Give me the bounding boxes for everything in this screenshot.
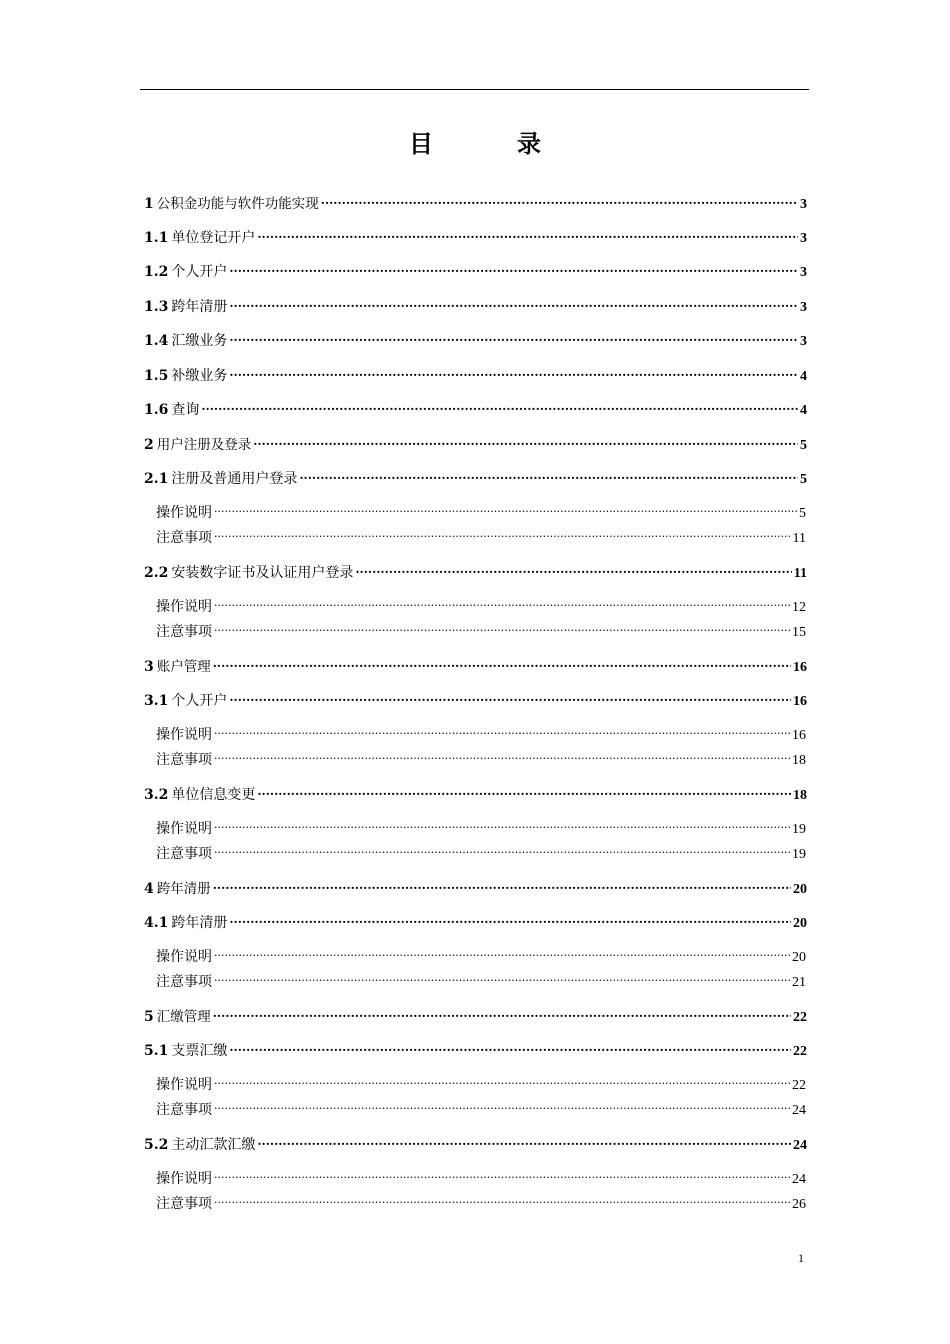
toc-entry-page: 24	[793, 1138, 807, 1153]
toc-entry[interactable]	[156, 838, 806, 862]
toc-entry-page: 21	[792, 975, 806, 990]
toc-dot-leader	[257, 1129, 791, 1149]
toc-entry-page: 19	[792, 822, 806, 837]
toc-entry-label: 注意事项	[156, 1102, 212, 1118]
toc-entry-label: 支票汇缴	[171, 1043, 228, 1059]
toc-entry[interactable]	[156, 1094, 806, 1118]
toc-entry-label: 账户管理	[156, 659, 211, 675]
toc-entry-label: 主动汇款汇缴	[171, 1137, 256, 1153]
toc-entry-page: 20	[793, 916, 807, 931]
toc-dot-leader	[213, 873, 791, 893]
toc-dot-leader	[214, 522, 791, 542]
toc-entry-page: 3	[800, 334, 807, 349]
toc-entry-page: 11	[793, 566, 807, 581]
toc-entry-label: 注册及普通用户登录	[171, 471, 298, 487]
toc-dot-leader	[257, 779, 791, 799]
toc-entry-page: 5	[799, 506, 806, 521]
toc-entry-page: 22	[792, 1078, 806, 1093]
toc-entry-label: 注意事项	[156, 846, 212, 862]
toc-entry[interactable]	[144, 1001, 807, 1025]
toc-entry-label: 公积金功能与软件功能实现	[156, 196, 319, 212]
toc-entry-number: 3.2	[144, 787, 169, 803]
toc-entry[interactable]	[144, 1035, 807, 1059]
toc-entry-number: 1.3	[144, 299, 169, 315]
toc-entry[interactable]	[156, 1069, 806, 1093]
toc-entry-page: 3	[800, 197, 807, 212]
toc-dot-leader	[214, 813, 790, 833]
toc-entry-label: 操作说明	[156, 1171, 212, 1187]
toc-entry[interactable]	[156, 719, 806, 743]
toc-entry-label: 安装数字证书及认证用户登录	[171, 565, 354, 581]
toc-entry-number: 1.1	[144, 230, 169, 246]
toc-entry[interactable]	[144, 325, 807, 349]
toc-title: 目 录	[409, 129, 571, 158]
toc-entry[interactable]	[156, 813, 806, 837]
toc-entry-label: 操作说明	[156, 821, 212, 837]
toc-entry-page: 5	[800, 438, 807, 453]
toc-entry-number: 5	[144, 1009, 154, 1025]
toc-entry[interactable]	[144, 873, 807, 897]
toc-entry[interactable]	[156, 1188, 806, 1212]
toc-dot-leader	[214, 591, 790, 611]
toc-entry-page: 12	[792, 600, 806, 615]
toc-entry-number: 1.2	[144, 264, 169, 280]
toc-entry[interactable]	[156, 616, 806, 640]
toc-entry-label: 用户注册及登录	[156, 437, 252, 453]
toc-entry-label: 查询	[171, 402, 200, 418]
toc-entry-page: 16	[792, 728, 806, 743]
toc-dot-leader	[253, 429, 798, 449]
toc-dot-leader	[229, 907, 791, 927]
toc-dot-leader	[214, 744, 790, 764]
toc-entry[interactable]	[156, 744, 806, 768]
toc-entry[interactable]	[144, 907, 807, 931]
toc-entry-label: 操作说明	[156, 505, 212, 521]
toc-entry-number: 2.1	[144, 471, 169, 487]
toc-entry[interactable]	[156, 966, 806, 990]
toc-entry-number: 2	[144, 437, 154, 453]
toc-dot-leader	[321, 188, 798, 208]
toc-entry-label: 注意事项	[156, 624, 212, 640]
toc-entry[interactable]	[144, 685, 807, 709]
toc-entry-page: 3	[800, 265, 807, 280]
toc-entry[interactable]	[144, 360, 807, 384]
toc-dot-leader	[213, 1001, 791, 1021]
page-number: 1	[798, 1251, 804, 1265]
toc-entry-label: 跨年清册	[156, 881, 211, 897]
toc-entry-number: 5.1	[144, 1043, 169, 1059]
toc-entry[interactable]	[144, 779, 807, 803]
toc-entry-number: 3.1	[144, 693, 169, 709]
toc-entry-page: 3	[800, 300, 807, 315]
toc-entry[interactable]	[156, 941, 806, 965]
toc-dot-leader	[229, 325, 798, 345]
toc-entry-page: 19	[792, 847, 806, 862]
toc-entry-page: 16	[793, 660, 807, 675]
toc-entry[interactable]	[144, 557, 807, 581]
toc-entry-label: 单位信息变更	[171, 787, 256, 803]
toc-entry[interactable]	[144, 394, 807, 418]
toc-dot-leader	[214, 497, 797, 517]
toc-dot-leader	[229, 291, 798, 311]
toc-entry-label: 汇缴业务	[171, 333, 228, 349]
toc-entry-label: 跨年清册	[171, 915, 228, 931]
toc-dot-leader	[214, 1094, 790, 1114]
toc-entry-label: 补缴业务	[171, 368, 228, 384]
toc-entry[interactable]	[144, 651, 807, 675]
toc-entry[interactable]	[156, 497, 806, 521]
toc-entry-page: 24	[792, 1172, 806, 1187]
toc-entry-label: 跨年清册	[171, 299, 228, 315]
toc-entry[interactable]	[144, 188, 807, 212]
toc-entry-page: 16	[793, 694, 807, 709]
toc-dot-leader	[214, 719, 790, 739]
toc-dot-leader	[229, 360, 798, 380]
toc-entry-page: 5	[800, 472, 807, 487]
toc-dot-leader	[299, 463, 798, 483]
toc-entry-number: 1.4	[144, 333, 169, 349]
toc-dot-leader	[214, 838, 790, 858]
toc-entry-page: 18	[793, 788, 807, 803]
toc-entry-label: 个人开户	[171, 264, 228, 280]
toc-dot-leader	[229, 685, 791, 705]
toc-entry-page: 20	[793, 882, 807, 897]
toc-entry-page: 26	[792, 1197, 806, 1212]
toc-dot-leader	[214, 941, 790, 961]
toc-entry-page: 24	[792, 1103, 806, 1118]
toc-entry-page: 11	[792, 531, 806, 546]
toc-dot-leader	[214, 1188, 790, 1208]
toc-entry-page: 22	[793, 1010, 807, 1025]
toc-entry-label: 注意事项	[156, 752, 212, 768]
toc-entry-number: 1	[144, 196, 154, 212]
toc-dot-leader	[229, 256, 798, 276]
toc-entry-number: 1.6	[144, 402, 169, 418]
toc-entry-number: 5.2	[144, 1137, 169, 1153]
toc-entry-page: 3	[800, 231, 807, 246]
toc-dot-leader	[257, 222, 798, 242]
toc-dot-leader	[229, 1035, 791, 1055]
toc-entry[interactable]	[144, 463, 807, 487]
toc-entry-page: 15	[792, 625, 806, 640]
toc-entry-label: 注意事项	[156, 1196, 212, 1212]
toc-entry-number: 4	[144, 881, 154, 897]
toc-entry-page: 18	[792, 753, 806, 768]
toc-entry[interactable]	[156, 1163, 806, 1187]
toc-entry-page: 4	[800, 369, 807, 384]
toc-dot-leader	[214, 616, 790, 636]
toc-dot-leader	[355, 557, 791, 577]
toc-entry-label: 操作说明	[156, 949, 212, 965]
toc-entry[interactable]	[156, 591, 806, 615]
toc-entry-label: 操作说明	[156, 1077, 212, 1093]
toc-dot-leader	[214, 1069, 790, 1089]
toc-entry-page: 22	[793, 1044, 807, 1059]
toc-dot-leader	[201, 394, 798, 414]
toc-entry[interactable]	[156, 522, 806, 546]
toc-entry-number: 2.2	[144, 565, 169, 581]
toc-entry[interactable]	[144, 256, 807, 280]
toc-entry[interactable]	[144, 291, 807, 315]
toc-entry-number: 1.5	[144, 368, 169, 384]
toc-entry-number: 4.1	[144, 915, 169, 931]
toc-entry-label: 操作说明	[156, 599, 212, 615]
toc-entry[interactable]	[144, 429, 807, 453]
toc-dot-leader	[214, 966, 790, 986]
toc-entry-label: 汇缴管理	[156, 1009, 211, 1025]
toc-entry-label: 注意事项	[156, 530, 212, 546]
toc-entry-page: 4	[800, 403, 807, 418]
toc-dot-leader	[213, 651, 791, 671]
toc-entry[interactable]	[144, 222, 807, 246]
toc-entry-label: 单位登记开户	[171, 230, 256, 246]
toc-dot-leader	[214, 1163, 790, 1183]
toc-entry-label: 操作说明	[156, 727, 212, 743]
toc-entry[interactable]	[144, 1129, 807, 1153]
toc-entry-label: 个人开户	[171, 693, 228, 709]
toc-entry-number: 3	[144, 659, 154, 675]
toc-entry-page: 20	[792, 950, 806, 965]
toc-entry-label: 注意事项	[156, 974, 212, 990]
